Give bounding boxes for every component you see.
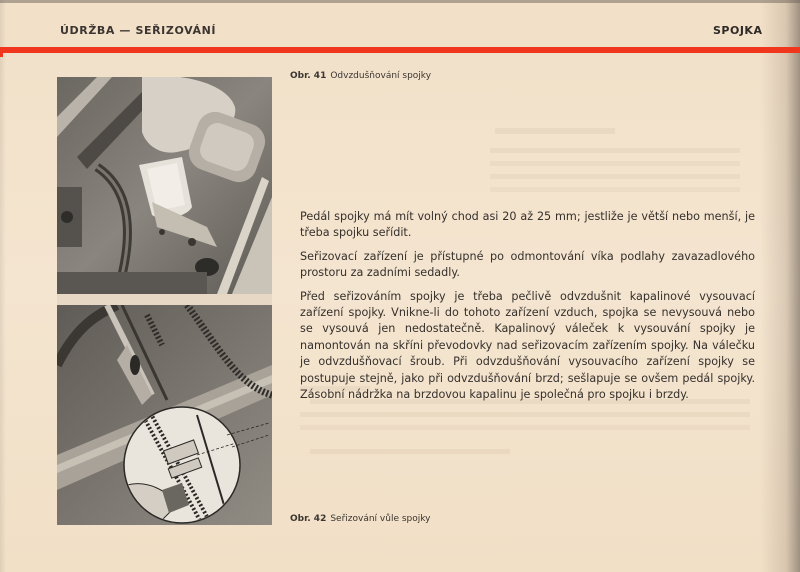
body-text	[300, 209, 755, 410]
paragraph-free-play: Pedál spojky má mít volný chod asi 20 až 25 mm; jestliže je větší nebo menší, je třeba spojku seřídit.	[300, 210, 755, 240]
clutch-adjustment-photo-illustration	[57, 305, 272, 525]
figure-42-photo	[57, 305, 272, 525]
page-top-edge	[0, 0, 800, 3]
figure-42-caption	[290, 514, 430, 524]
header-rule-corner	[0, 47, 3, 57]
figure-42-number: Obr. 42	[290, 514, 327, 524]
figure-41-number: Obr. 41	[290, 71, 327, 81]
figure-41-caption	[290, 71, 431, 81]
figure-42-title: Seřizování vůle spojky	[330, 514, 431, 524]
figure-41-title: Odvzdušňování spojky	[330, 71, 432, 81]
header-rule	[0, 47, 800, 53]
figure-column	[57, 77, 272, 525]
clutch-bleeding-photo-illustration	[57, 77, 272, 294]
paragraph-bleeding: Před seřizováním spojky je třeba pečlivě odvzdušnit kapalinové vysouvací zařízení spojky. Vnikne-li do tohoto zařízení vzduch, spojka se nevysouvá nebo se vysouvá jen nedostatečně. Kapalinový váleček k vysouvání spojky je namontován na skříni převodovky nad seřizovacím zařízením spojky. Na válečku je odvzdušňovací šroub. Při odvzdušňování vysouvacího zařízení spojky se postupuje stejně, jako při odvzdušňování brzd; sešlapuje se ovšem pedál spojky. Zásobní nádržka na brzdovou kapalinu je společná pro spojku i brzdy.	[300, 289, 755, 402]
chapter-header: SPOJKA	[713, 24, 763, 37]
section-header: ÚDRŽBA — SEŘIZOVÁNÍ	[60, 24, 217, 37]
figure-41-photo	[57, 77, 272, 294]
paragraph-access: Seřizovací zařízení je přístupné po odmontování víka podlahy zavazadlového prostoru za zadními sedadly.	[300, 249, 755, 280]
